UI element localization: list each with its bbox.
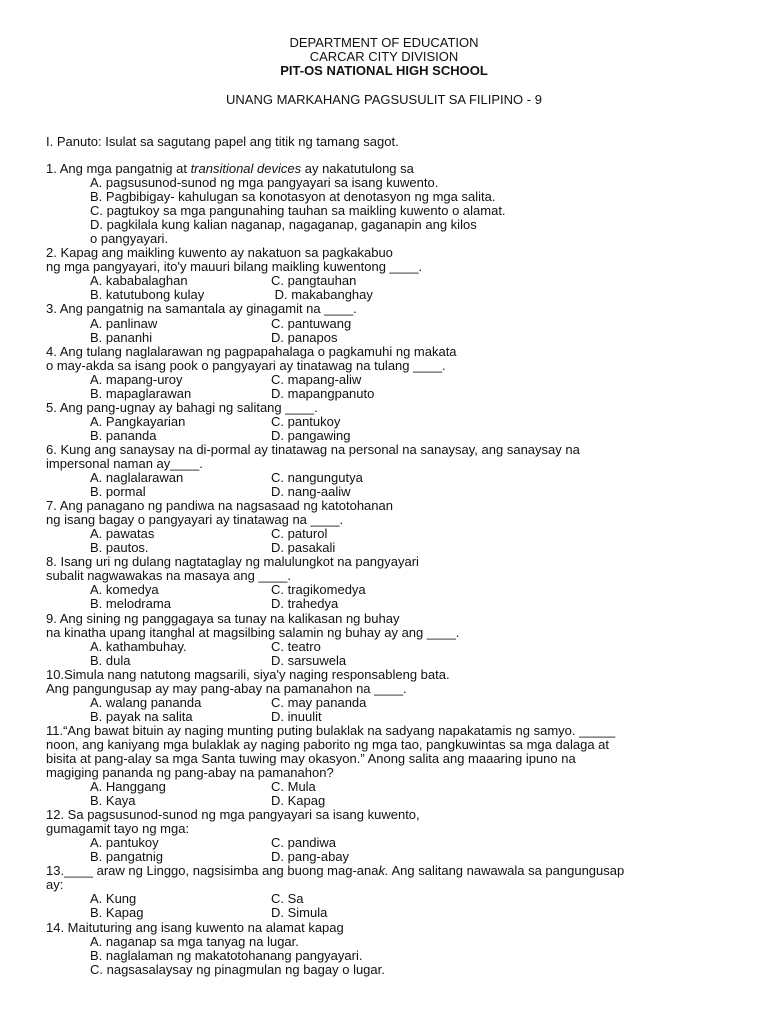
- q2-option-a: A. kababalaghan: [90, 273, 188, 289]
- q4-option-a: A. mapang-uroy: [90, 371, 183, 387]
- question-10-stem-cont: Ang pangungusap ay may pang-abay na pamanahon na ____.: [46, 680, 407, 696]
- question-11-stem-cont-1: noon, ang kaniyang mga bulaklak ay naging paborito ng mga tao, pangkuwintas sa mga dalaga at: [46, 736, 609, 752]
- q5-option-b: B. pananda: [90, 427, 157, 443]
- q7-options-bd: [46, 541, 736, 555]
- question-11-stem-cont-2: bisita at pang-alay sa mga Santa tuwing may okasyon.” Anong salita ang maaaring ipuno na: [46, 750, 576, 766]
- q9-option-c: C. teatro: [271, 638, 321, 654]
- question-7-stem-cont: ng isang bagay o pangyayari ay tinatawag na ____.: [46, 512, 344, 528]
- question-8-stem-cont: subalit nagwawakas na masaya ang ____.: [46, 568, 291, 584]
- q6-option-d: D. nang-aaliw: [271, 484, 351, 500]
- q1-option-b: B. Pagbibigay- kahulugan sa konotasyon at denotasyon ng mga salita.: [90, 189, 496, 205]
- q10-option-c: C. may pananda: [271, 694, 367, 710]
- department-header: DEPARTMENT OF EDUCATION: [289, 35, 479, 50]
- q1-option-a: A. pagsusunod-sunod ng mga pangyayari sa isang kuwento.: [90, 175, 439, 191]
- q5-option-d: D. pangawing: [271, 427, 351, 443]
- question-6-stem-cont: impersonal naman ay____.: [46, 455, 203, 471]
- question-6-stem: 6. Kung ang sanaysay na di-pormal ay tinatawag na personal na sanaysay, ang sanaysay na: [46, 441, 580, 457]
- q8-option-a: A. komedya: [90, 582, 159, 598]
- q11-options-bd: [46, 794, 736, 808]
- q11-option-d: D. Kapag: [271, 793, 326, 809]
- q3-option-b: B. pananhi: [90, 329, 153, 345]
- question-14-stem: 14. Maituturing ang isang kuwento na alamat kapag: [46, 919, 344, 935]
- q7-option-a: A. pawatas: [90, 526, 155, 542]
- q2-options-bd: [46, 288, 736, 302]
- q8-option-c: C. tragikomedya: [271, 582, 366, 598]
- question-3-stem: 3. Ang pangatnig na samantala ay ginagamit na ____.: [46, 301, 357, 317]
- question-8-stem: 8. Isang uri ng dulang nagtataglay ng malulungkot na pangyayari: [46, 554, 419, 570]
- question-2-stem: 2. Kapag ang maikling kuwento ay nakatuon sa pagkakabuo: [46, 245, 393, 261]
- q4-option-b: B. mapaglarawan: [90, 385, 192, 401]
- q6-option-b: B. pormal: [90, 484, 146, 500]
- q5-option-c: C. pantukoy: [271, 413, 341, 429]
- q7-option-d: D. pasakali: [271, 540, 336, 556]
- q3-option-d: D. panapos: [271, 329, 338, 345]
- question-11-stem-cont-3: magiging pananda ng pang-abay na pamanahon?: [46, 765, 334, 781]
- question-4-stem: 4. Ang tulang naglalarawan ng pagpapahalaga o pagkamuhi ng makata: [46, 343, 457, 359]
- q8-options-bd: [46, 597, 736, 611]
- q4-option-d: D. mapangpanuto: [271, 385, 375, 401]
- q8-option-b: B. melodrama: [90, 596, 171, 612]
- q1-option-c: C. pagtukoy sa mga pangunahing tauhan sa maikling kuwento o alamat.: [90, 203, 506, 219]
- question-12-stem: 12. Sa pagsusunod-sunod ng mga pangyayari sa isang kuwento,: [46, 807, 420, 823]
- q4-options-ac: [46, 373, 736, 387]
- q3-options-ac: [46, 317, 736, 331]
- exam-title: UNANG MARKAHANG PAGSUSULIT SA FILIPINO - 9: [226, 92, 542, 107]
- q13-option-a: A. Kung: [90, 891, 137, 907]
- q10-option-b: B. payak na salita: [90, 708, 193, 724]
- q6-options-ac: [46, 471, 736, 485]
- q13-stem-pre: 13.____ araw ng Linggo, nagsisimba ang buong mag-ana: [46, 863, 379, 879]
- question-12-stem-cont: gumagamit tayo ng mga:: [46, 821, 190, 837]
- q12-option-d: D. pang-abay: [271, 849, 350, 865]
- q3-options-bd: [46, 331, 736, 345]
- q1-stem-post: ay nakatutulong sa: [301, 161, 414, 176]
- question-5-stem: 5. Ang pang-ugnay ay bahagi ng salitang ____.: [46, 399, 318, 415]
- q13-option-b: B. Kapag: [90, 905, 144, 921]
- q13-stem-italic: k.: [378, 863, 389, 879]
- q2-option-c: C. pangtauhan: [271, 273, 357, 289]
- q8-option-d: D. trahedya: [271, 596, 339, 612]
- q7-options-ac: [46, 527, 736, 541]
- q9-option-a: A. kathambuhay.: [90, 638, 187, 654]
- q3-option-a: A. panlinaw: [90, 315, 158, 331]
- q13-options-ac: [46, 892, 736, 906]
- q10-options-ac: [46, 696, 736, 710]
- question-4-stem-cont: o may-akda sa isang pook o pangyayari ay tinatawag na tulang ____.: [46, 357, 446, 373]
- q12-options-ac: [46, 836, 736, 850]
- q4-option-c: C. mapang-aliw: [271, 371, 362, 387]
- q14-option-a: A. naganap sa mga tanyag na lugar.: [90, 933, 299, 949]
- q9-option-d: D. sarsuwela: [271, 652, 347, 668]
- q6-option-c: C. nangungutya: [271, 470, 363, 486]
- q5-option-a: A. Pangkayarian: [90, 413, 186, 429]
- question-2-stem-cont: ng mga pangyayari, ito'y mauuri bilang maikling kuwentong ____.: [46, 259, 423, 275]
- q1-option-d: D. pagkilala kung kalian naganap, nagaganap, gaganapin ang kilos: [90, 217, 477, 233]
- q6-option-a: A. naglalarawan: [90, 470, 184, 486]
- q1-option-d-cont: o pangyayari.: [90, 231, 169, 247]
- q5-options-ac: [46, 415, 736, 429]
- division-header: CARCAR CITY DIVISION: [309, 49, 459, 64]
- q14-option-c: C. nagsasalaysay ng pinagmulan ng bagay o lugar.: [90, 961, 385, 977]
- q11-options-ac: [46, 780, 736, 794]
- q2-option-d: D. makabanghay: [271, 287, 373, 303]
- q7-option-b: B. pautos.: [90, 540, 149, 556]
- q12-options-bd: [46, 850, 736, 864]
- question-13-stem-cont: ay:: [46, 877, 64, 893]
- q2-option-b: B. katutubong kulay: [90, 287, 205, 303]
- instructions: I. Panuto: Isulat sa sagutang papel ang titik ng tamang sagot.: [46, 134, 399, 149]
- q6-options-bd: [46, 485, 736, 499]
- q7-option-c: C. paturol: [271, 526, 328, 542]
- q13-option-d: D. Simula: [271, 905, 328, 921]
- q8-options-ac: [46, 583, 736, 597]
- q4-options-bd: [46, 387, 736, 401]
- q5-options-bd: [46, 429, 736, 443]
- q9-options-ac: [46, 640, 736, 654]
- q13-stem-post: Ang salitang nawawala sa pangungusap: [388, 863, 625, 879]
- q12-option-b: B. pangatnig: [90, 849, 164, 865]
- q12-option-a: A. pantukoy: [90, 835, 159, 851]
- question-7-stem: 7. Ang panagano ng pandiwa na nagsasaad ng katotohanan: [46, 498, 393, 514]
- q1-stem-italic: transitional devices: [190, 161, 302, 176]
- q2-options-ac: [46, 274, 736, 288]
- q9-options-bd: [46, 654, 736, 668]
- school-name: PIT-OS NATIONAL HIGH SCHOOL: [280, 63, 488, 78]
- question-13-stem: [46, 864, 736, 878]
- q11-option-a: A. Hanggang: [90, 779, 166, 795]
- q1-stem-pre: 1. Ang mga pangatnig at: [46, 161, 191, 176]
- q10-options-bd: [46, 710, 736, 724]
- question-list: [46, 162, 736, 977]
- q13-option-c: C. Sa: [271, 891, 304, 907]
- q14-option-b: B. naglalaman ng makatotohanang pangyayari.: [90, 947, 363, 963]
- q9-option-b: B. dula: [90, 652, 131, 668]
- question-11-stem: 11.“Ang bawat bituin ay naging munting puting bulaklak na sadyang napakatamis ng samyo. _____: [46, 722, 616, 738]
- q11-option-c: C. Mula: [271, 779, 316, 795]
- q12-option-c: C. pandiwa: [271, 835, 337, 851]
- q10-option-a: A. walang pananda: [90, 694, 202, 710]
- question-1-stem: [46, 162, 736, 176]
- q13-options-bd: [46, 906, 736, 920]
- question-10-stem: 10.Simula nang natutong magsarili, siya'y naging responsableng bata.: [46, 666, 450, 682]
- question-9-stem: 9. Ang sining ng panggagaya sa tunay na kalikasan ng buhay: [46, 610, 400, 626]
- question-9-stem-cont: na kinatha upang itanghal at magsilbing salamin ng buhay ay ang ____.: [46, 624, 460, 640]
- q10-option-d: D. inuulit: [271, 708, 322, 724]
- q11-option-b: B. Kaya: [90, 793, 136, 809]
- q3-option-c: C. pantuwang: [271, 315, 352, 331]
